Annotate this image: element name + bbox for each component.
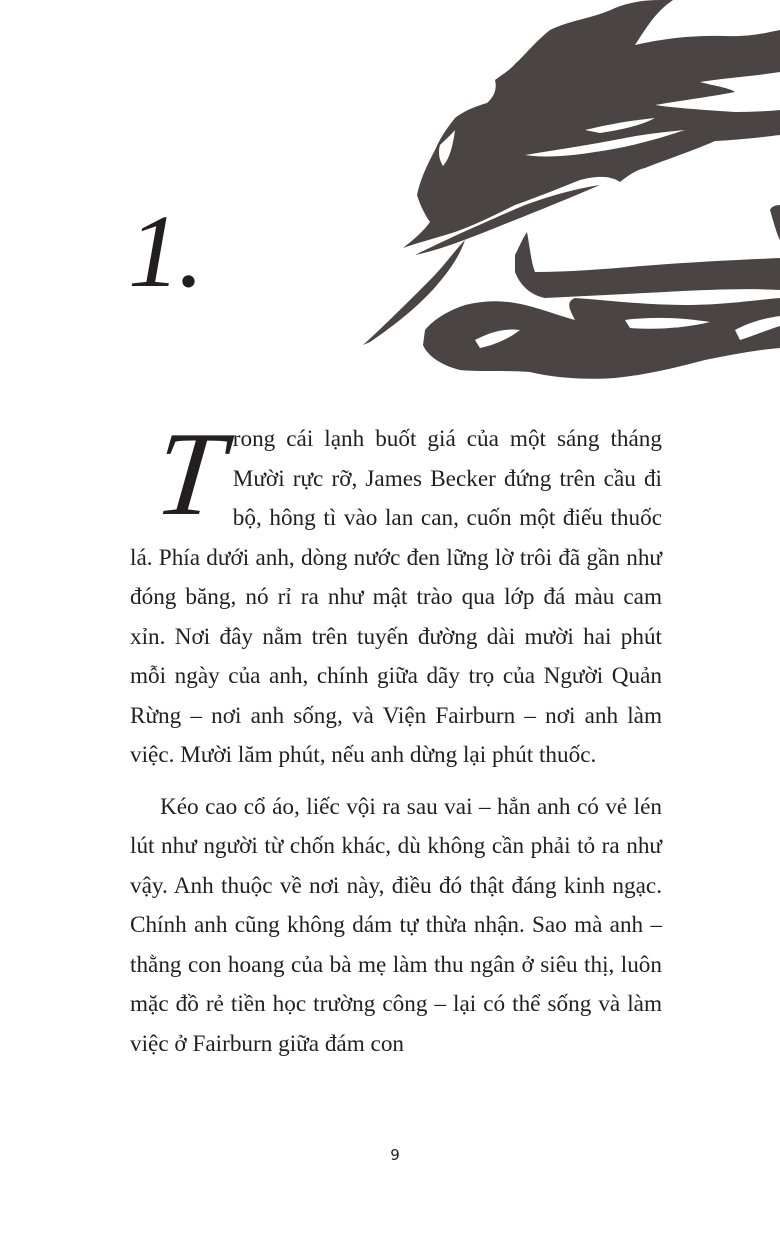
ink-brush-illustration bbox=[355, 0, 780, 385]
drop-cap: T bbox=[149, 407, 231, 540]
page-number: 9 bbox=[390, 1146, 400, 1164]
paragraph-1 bbox=[130, 407, 662, 776]
paragraph-1-text: rong cái lạnh buốt giá của một sáng tháng Mười rực rỡ, James Becker đứng trên cầu đi bộ, hông tì vào lan can, cuốn một điếu thuốc lá. Phía dưới anh, dòng nước đen lững lờ trôi đã gần như đóng băng, nó rỉ ra như mật trào qua lớp đá màu cam xỉn. Nơi đây nằm trên tuyến đường dài mười hai phút mỗi ngày của anh, chính giữa dãy trọ của Người Quản Rừng – nơi anh sống, và Viện Fairburn – nơi anh làm việc. Mười lăm phút, nếu anh dừng lại phút thuốc. bbox=[130, 426, 662, 768]
ink-strokes-icon bbox=[355, 0, 780, 385]
chapter-number: 1. bbox=[128, 194, 202, 309]
body-text bbox=[130, 407, 662, 1064]
paragraph-2: Kéo cao cổ áo, liếc vội ra sau vai – hẳn anh có vẻ lén lút như người từ chốn khác, dù không cần phải tỏ ra như vậy. Anh thuộc về nơi này, điều đó thật đáng kinh ngạc. Chính anh cũng không dám tự thừa nhận. Sao mà anh – thằng con hoang của bà mẹ làm thu ngân ở siêu thị, luôn mặc đồ rẻ tiền học trường công – lại có thể sống và làm việc ở Fairburn giữa đám con bbox=[130, 793, 662, 1057]
